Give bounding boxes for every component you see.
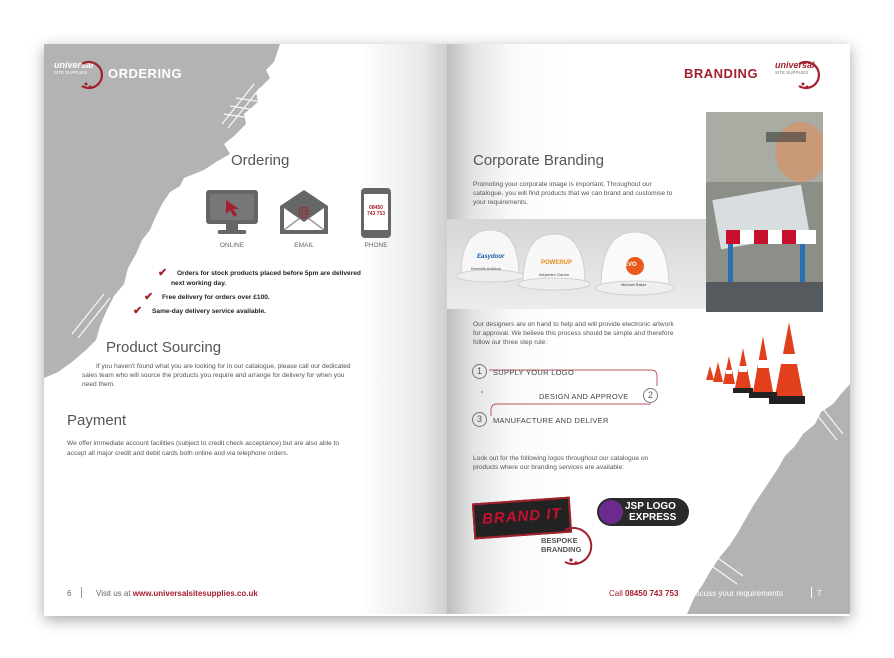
bespoke-text: BRANDING [541, 545, 582, 554]
logo-subtext: SITE SUPPLIES [54, 70, 88, 75]
logo-subtext: SITE SUPPLIES [775, 70, 809, 75]
step-number: 3 [472, 412, 487, 427]
bullet-text: next working day. [171, 280, 227, 287]
step-number: 2 [643, 388, 658, 403]
logo-swoosh-icon [78, 60, 108, 90]
footer-url-link[interactable]: www.universalsitesupplies.co.uk [132, 589, 258, 598]
step-text: SUPPLY YOUR LOGO [493, 368, 575, 377]
helmet-brand: EVO [624, 262, 637, 268]
brand-it-text: BRAND IT [481, 505, 563, 528]
torn-grey-shape [44, 44, 447, 614]
corporate-branding-heading: Corporate Branding [473, 152, 604, 169]
logo-right [775, 60, 825, 90]
right-page [447, 44, 850, 614]
intro-text: your requirements. [473, 199, 528, 206]
worker-photo [706, 112, 823, 312]
footer-divider [811, 587, 812, 598]
footer-prefix: Visit us at [96, 589, 131, 598]
page-title: BRANDING [684, 66, 759, 81]
phone-screen-text: 743 753 [366, 211, 386, 217]
helmet-3 [595, 226, 675, 298]
page-title: ORDERING [108, 66, 183, 81]
payment-text: We offer immediate account facilities (subject to credit check acceptance) but are also able to [67, 440, 340, 447]
online-label: ONLINE [219, 242, 245, 249]
bullet-text: Same-day delivery service available. [152, 308, 266, 315]
bespoke-branding-logo [541, 526, 601, 566]
helmet-brand: Easydoor [477, 254, 505, 260]
footer-divider [81, 587, 82, 598]
helmet-brand: POWERUP [541, 260, 573, 266]
helmet-name: Kenneth Addison [471, 266, 502, 271]
design-text: Our designers are on hand to help and will provide electronic artwork [473, 321, 674, 328]
intro-text: catalogue, you will find products that we can brand and customise to [473, 190, 673, 197]
bullet-text: Orders for stock products placed before 5pm are delivered [177, 270, 361, 277]
product-sourcing-text: If you haven't found what you are looking for in our catalogue, please call our dedicated [96, 363, 351, 370]
footer-phone-link[interactable]: 08450 743 753 [625, 589, 679, 598]
step-number: 1 [472, 364, 487, 379]
monitor-icon [204, 188, 260, 238]
payment-text: accept all major credit and debit cards both online and via telephone orders. [67, 450, 289, 457]
phone-icon [361, 188, 391, 238]
design-text: for approval. We believe this process should be simple and therefore [473, 330, 674, 337]
product-sourcing-heading: Product Sourcing [106, 339, 222, 356]
check-icon: ✔ [158, 267, 168, 279]
design-text: follow our three step rule: [473, 339, 548, 346]
bullet-text: Free delivery for orders over £100. [162, 294, 270, 301]
jsp-logo-icon [599, 500, 623, 524]
logo-left [54, 60, 100, 90]
phone-screen-text: 08450 [369, 205, 383, 211]
page-number-right: 7 [817, 589, 822, 598]
jsp-logo-express [597, 498, 689, 526]
footer-call [609, 589, 783, 598]
intro-text: Promoting your corporate image is important. Throughout our [473, 181, 652, 188]
left-page [44, 44, 447, 614]
check-icon: ✔ [144, 291, 154, 303]
jsp-text: EXPRESS [629, 512, 677, 523]
logo-text: universal [54, 60, 94, 70]
footer-suffix: to discuss your requirements [680, 589, 783, 598]
check-icon: ✔ [133, 305, 143, 317]
phone-label: PHONE [364, 242, 388, 249]
helmet-name: Michael Baker [621, 282, 647, 287]
lookout-text: products where our branding services are available: [473, 464, 625, 471]
product-sourcing-text: need them. [82, 381, 115, 388]
helmet-1 [455, 224, 525, 286]
helmet-2 [517, 228, 591, 294]
logo-swoosh-icon [795, 60, 825, 90]
svg-text:@: @ [298, 205, 310, 219]
ordering-heading: Ordering [231, 152, 290, 169]
logo-text: universal [775, 60, 815, 70]
email-label: EMAIL [294, 242, 314, 249]
page-number-left: 6 [67, 589, 72, 598]
footer-prefix: Call [609, 589, 623, 598]
footer-visit [96, 589, 258, 598]
traffic-cones-photo [705, 314, 805, 414]
helmet-name: Alejandro Garcia [539, 272, 569, 277]
step-text: DESIGN AND APPROVE [539, 392, 629, 401]
jsp-text: JSP LOGO [625, 501, 676, 512]
step-text: MANUFACTURE AND DELIVER [493, 416, 609, 425]
payment-heading: Payment [67, 412, 127, 429]
lookout-text: Look out for the following logos throughout our catalogue on [473, 455, 649, 462]
envelope-icon [278, 188, 330, 236]
bespoke-text: BESPOKE [541, 536, 578, 545]
product-sourcing-text: sales team who will source the products you require and arrange for delivery for when you [82, 372, 345, 379]
